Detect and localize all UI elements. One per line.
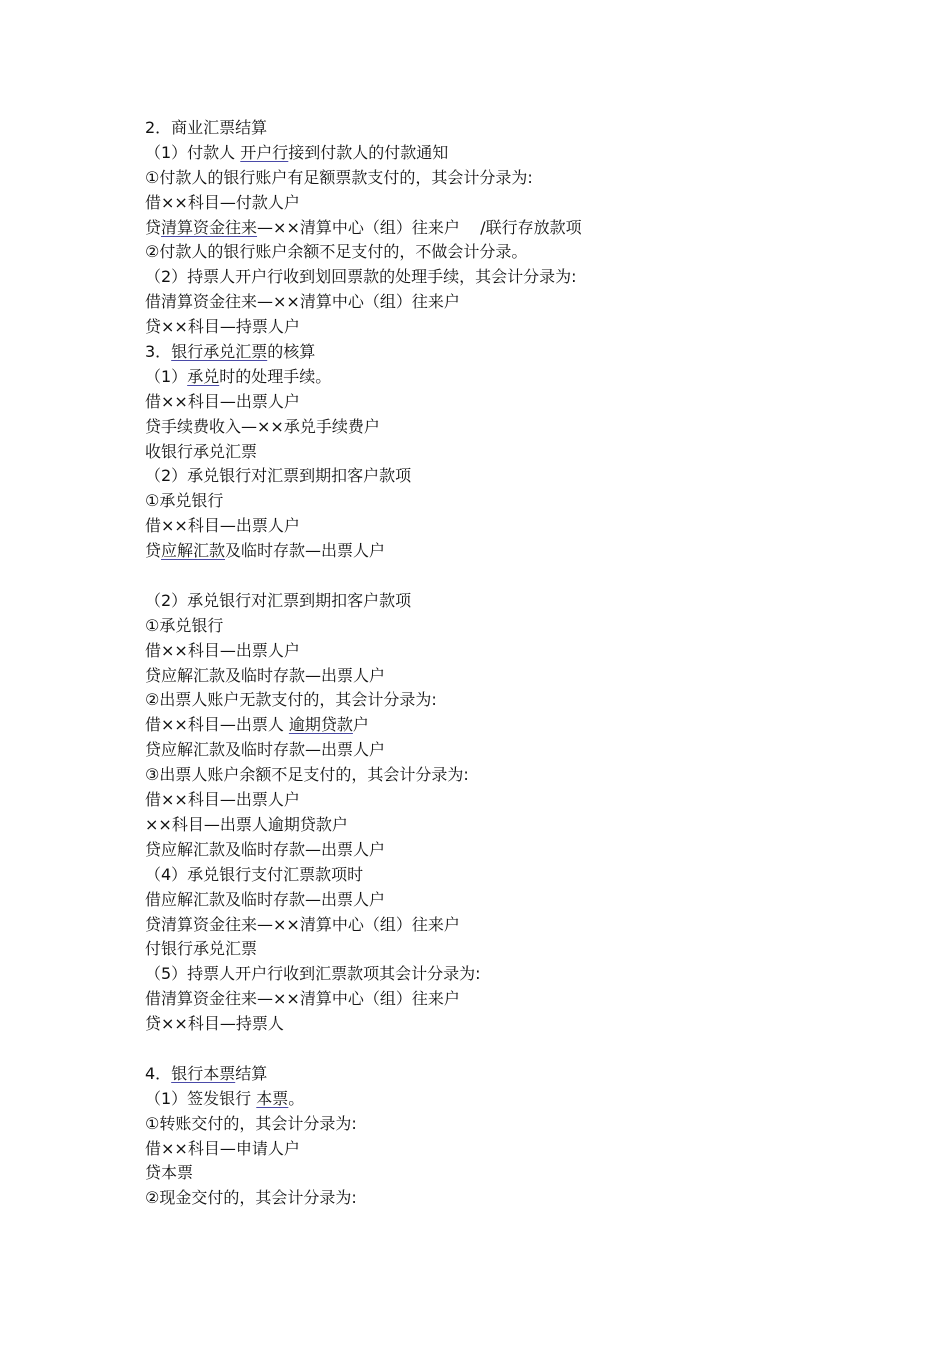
text-line: [145, 639, 905, 664]
text-line: [145, 1062, 905, 1087]
text-segment: 贷应解汇款及临时存款—出票人户: [145, 665, 386, 685]
text-segment: 贷应解汇款及临时存款—出票人户: [145, 839, 386, 859]
text-segment: （2）承兑银行对汇票到期扣客户款项: [145, 466, 412, 486]
text-segment: 的核算: [267, 342, 316, 362]
text-segment: （1）: [145, 366, 188, 386]
text-line: [145, 191, 905, 216]
text-line: [145, 738, 905, 763]
text-line: [145, 987, 905, 1012]
text-segment: 4．: [145, 1063, 172, 1083]
text-line: [145, 265, 905, 290]
text-segment: （5）持票人开户行收到汇票款项其会计分录为:: [145, 964, 481, 984]
text-segment: 结算: [235, 1063, 268, 1083]
text-segment: ①转账交付的，其会计分录为:: [145, 1113, 357, 1133]
text-line: [145, 539, 905, 564]
text-line: [145, 440, 905, 465]
hyperlink[interactable]: 银行承兑汇票: [171, 342, 268, 362]
text-line: [145, 688, 905, 713]
text-segment: 时的处理手续。: [219, 366, 332, 386]
text-segment: 借××科目—出票人户: [145, 516, 300, 536]
text-line: [145, 664, 905, 689]
text-line: [145, 763, 905, 788]
text-line: [145, 589, 905, 614]
text-segment: 及临时存款—出票人户: [225, 541, 386, 561]
blank-line: [145, 1037, 905, 1062]
text-segment: ①承兑银行: [145, 491, 224, 511]
hyperlink[interactable]: 应解汇款: [161, 541, 226, 561]
hyperlink[interactable]: 逾期贷款: [288, 715, 353, 735]
blank-line: [145, 564, 905, 589]
hyperlink[interactable]: 银行本票: [171, 1063, 236, 1083]
text-line: [145, 390, 905, 415]
text-segment: （1）签发银行: [145, 1088, 257, 1108]
text-segment: 贷××科目—持票人户: [145, 317, 300, 337]
text-line: [145, 863, 905, 888]
text-line: [145, 290, 905, 315]
text-segment: 2．商业汇票结算: [145, 118, 268, 137]
document-body: [145, 116, 905, 1211]
text-segment: 贷清算资金往来—××清算中心（组）往来户: [145, 914, 460, 934]
text-segment: 收银行承兑汇票: [145, 441, 258, 461]
text-segment: 付银行承兑汇票: [145, 939, 258, 959]
text-segment: ①承兑银行: [145, 615, 224, 635]
text-line: [145, 240, 905, 265]
text-line: [145, 315, 905, 340]
text-line: [145, 116, 905, 141]
text-segment: 借××科目—出票人户: [145, 790, 300, 810]
text-segment: 贷: [145, 541, 162, 561]
text-line: [145, 365, 905, 390]
text-line: [145, 813, 905, 838]
text-line: [145, 340, 905, 365]
text-line: [145, 1137, 905, 1162]
text-segment: 贷本票: [145, 1163, 194, 1183]
text-segment: ③出票人账户余额不足支付的，其会计分录为:: [145, 765, 469, 785]
text-segment: 借××科目—出票人: [145, 715, 289, 735]
text-segment: 借××科目—申请人户: [145, 1138, 300, 1158]
text-segment: （2）持票人开户行收到划回票款的处理手续，其会计分录为:: [145, 267, 577, 287]
text-line: [145, 1012, 905, 1037]
text-line: [145, 514, 905, 539]
text-segment: 借应解汇款及临时存款—出票人户: [145, 889, 386, 909]
text-segment: 借清算资金往来—××清算中心（组）往来户: [145, 989, 460, 1009]
text-segment: 户: [352, 715, 369, 735]
text-line: [145, 1087, 905, 1112]
text-segment: ××科目—出票人逾期贷款户: [145, 814, 348, 834]
text-line: [145, 1186, 905, 1211]
hyperlink[interactable]: 承兑: [187, 366, 220, 386]
text-line: [145, 788, 905, 813]
text-segment: ①付款人的银行账户有足额票款支付的，其会计分录为:: [145, 167, 533, 187]
hyperlink[interactable]: 本票: [256, 1088, 289, 1108]
text-line: [145, 614, 905, 639]
text-line: [145, 838, 905, 863]
text-segment: 借××科目—出票人户: [145, 391, 300, 411]
text-segment: 3．: [145, 342, 172, 362]
text-segment: ②现金交付的，其会计分录为:: [145, 1188, 357, 1208]
text-segment: 贷: [145, 217, 162, 237]
text-line: [145, 415, 905, 440]
text-segment: 借××科目—付款人户: [145, 192, 300, 212]
text-segment: 借××科目—出票人户: [145, 640, 300, 660]
text-segment: 贷××科目—持票人: [145, 1014, 284, 1034]
text-line: [145, 913, 905, 938]
text-segment: 接到付款人的付款通知: [288, 142, 449, 162]
text-segment: 贷手续费收入—××承兑手续费户: [145, 416, 380, 436]
text-line: [145, 713, 905, 738]
text-line: [145, 888, 905, 913]
text-segment: ②付款人的银行账户余额不足支付的，不做会计分录。: [145, 242, 528, 262]
text-segment: （2）承兑银行对汇票到期扣客户款项: [145, 590, 412, 610]
text-segment: 贷应解汇款及临时存款—出票人户: [145, 740, 386, 760]
text-line: [145, 489, 905, 514]
text-line: [145, 937, 905, 962]
text-segment: 借清算资金往来—××清算中心（组）往来户: [145, 292, 460, 312]
text-segment: （1）付款人: [145, 142, 241, 162]
text-line: [145, 216, 905, 241]
hyperlink[interactable]: 清算资金往来: [161, 217, 258, 237]
hyperlink[interactable]: 开户行: [240, 142, 289, 162]
text-line: [145, 464, 905, 489]
text-segment: —××清算中心（组）往来户 /联行存放款项: [257, 217, 582, 237]
text-line: [145, 1112, 905, 1137]
text-line: [145, 962, 905, 987]
text-line: [145, 1161, 905, 1186]
text-line: [145, 166, 905, 191]
text-segment: 。: [288, 1088, 305, 1108]
text-segment: （4）承兑银行支付汇票款项时: [145, 864, 364, 884]
text-line: [145, 141, 905, 166]
text-segment: ②出票人账户无款支付的，其会计分录为:: [145, 690, 437, 710]
